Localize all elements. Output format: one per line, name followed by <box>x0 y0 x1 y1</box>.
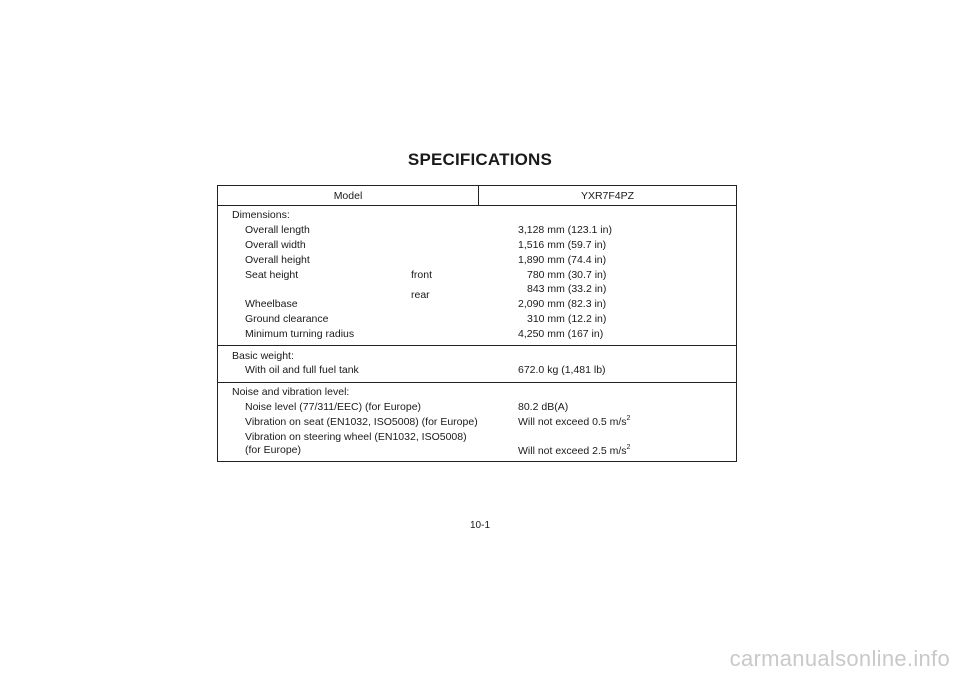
dimensions-section <box>218 206 736 346</box>
overall-length-label: Overall length <box>245 224 310 237</box>
wheelbase-value: 2,090 mm (82.3 in) <box>518 298 607 311</box>
vibration-seat-label: Vibration on seat (EN1032, ISO5008) (for Europe) <box>245 415 478 428</box>
page-title: SPECIFICATIONS <box>407 150 553 169</box>
header-model-label: Model <box>218 186 479 205</box>
table-row <box>218 238 736 253</box>
table-row <box>218 267 736 282</box>
table-row <box>218 223 736 238</box>
table-header-row <box>218 186 736 206</box>
full-tank-label: With oil and full fuel tank <box>245 364 359 377</box>
table-row <box>218 429 736 457</box>
specifications-table <box>217 185 737 462</box>
vibration-steering-value: Will not exceed 2.5 $m/s^2$ <box>518 444 631 458</box>
wheelbase-label: Wheelbase <box>245 298 298 311</box>
basic-weight-heading: Basic weight: <box>232 349 294 362</box>
table-row <box>218 400 736 415</box>
table-row <box>218 385 736 400</box>
noise-level-value: 80.2 dB(A) <box>518 400 569 413</box>
table-row <box>218 414 736 429</box>
table-row <box>218 326 736 341</box>
table-row <box>218 363 736 378</box>
vibration-steering-label: Vibration on steering wheel (EN1032, ISO5008) (for Europe) <box>245 431 467 457</box>
page-number: 10-1 <box>469 520 490 531</box>
overall-width-value: 1,516 mm (59.7 in) <box>518 238 607 251</box>
noise-heading: Noise and vibration level: <box>232 386 350 399</box>
seat-height-rear-value: 843 mm (33.2 in) <box>527 283 607 296</box>
dimensions-heading: Dimensions: <box>232 209 290 222</box>
overall-width-label: Overall width <box>245 238 306 251</box>
header-model-value: YXR7F4PZ <box>580 189 635 202</box>
ground-clearance-value: 310 mm (12.2 in) <box>527 312 607 325</box>
min-turning-radius-label: Minimum turning radius <box>245 327 355 340</box>
min-turning-radius-value: 4,250 mm (167 in) <box>518 327 604 340</box>
ground-clearance-label: Ground clearance <box>245 312 329 325</box>
overall-height-value: 1,890 mm (74.4 in) <box>518 253 607 266</box>
seat-height-label: Seat height <box>245 268 299 281</box>
vibration-seat-value: Will not exceed 0.5 $m/s^2$ <box>518 414 631 428</box>
overall-length-value: 3,128 mm (123.1 in) <box>518 224 612 237</box>
basic-weight-section <box>218 346 736 383</box>
table-row <box>218 282 736 302</box>
table-row <box>218 348 736 363</box>
seat-height-front-value: 780 mm (30.7 in) <box>527 268 607 281</box>
noise-level-label: Noise level (77/311/EEC) (for Europe) <box>245 400 422 413</box>
watermark: carmanualsonline.info <box>729 646 950 671</box>
table-row <box>218 252 736 267</box>
table-row <box>218 312 736 327</box>
table-row <box>218 297 736 312</box>
full-tank-value: 672.0 kg (1,481 lb) <box>518 364 606 377</box>
seat-height-front-label: front <box>411 268 433 281</box>
noise-vibration-section <box>218 383 736 461</box>
seat-height-rear-label: rear <box>411 289 430 302</box>
overall-height-label: Overall height <box>245 253 310 266</box>
table-row <box>218 208 736 223</box>
